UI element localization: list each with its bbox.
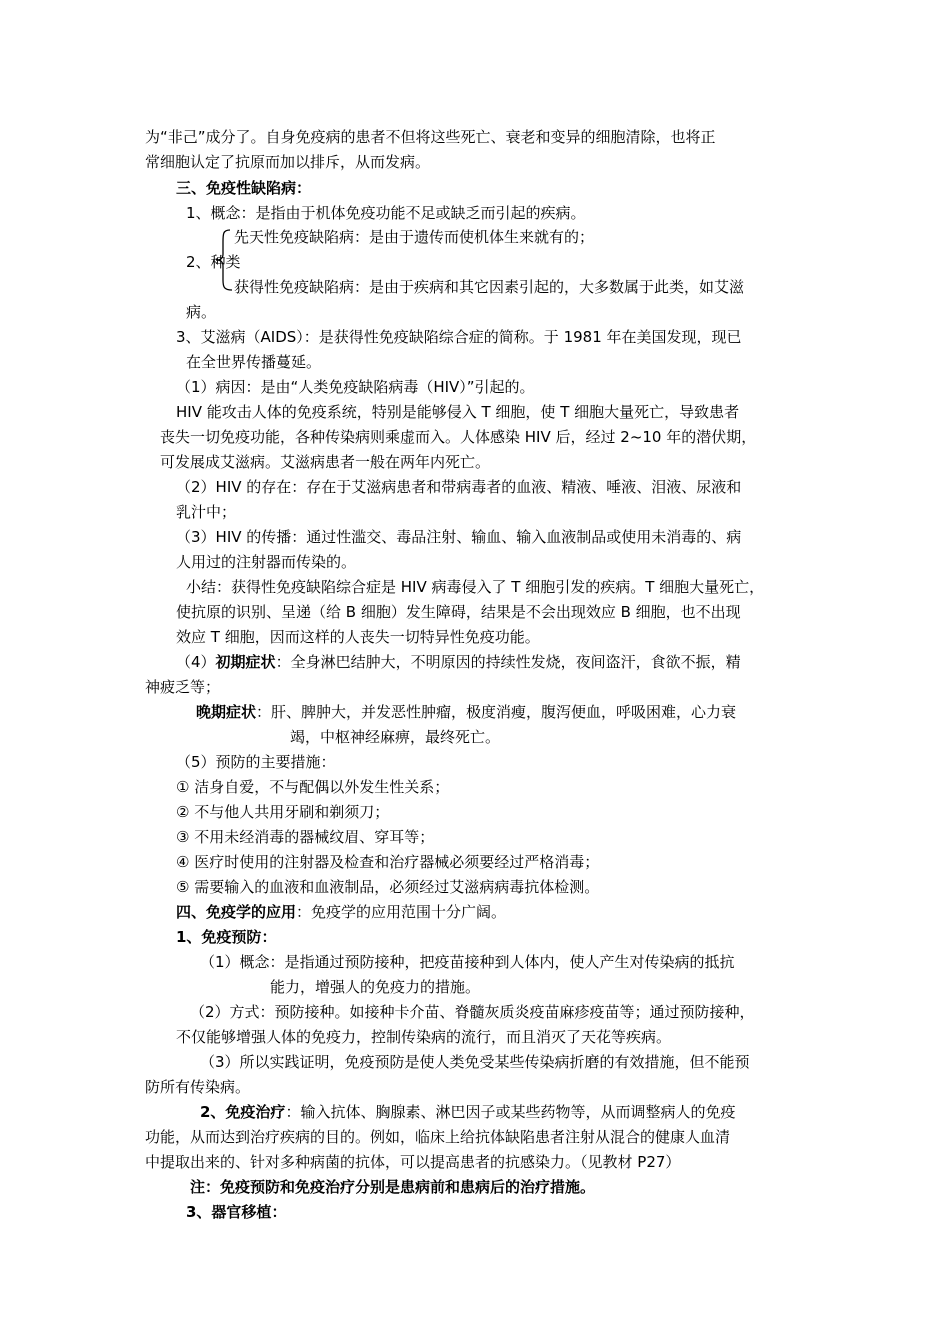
subsection-heading: 1、免疫预防：: [176, 928, 277, 946]
paragraph-line: 防所有传染病。: [145, 1078, 251, 1096]
paragraph-line: [196, 702, 736, 722]
bold-term: 初期症状: [215, 653, 276, 671]
paragraph-line: （1）病因：是由“人类免疫缺陷病毒（HIV）”引起的。: [176, 378, 535, 396]
paragraph-line: 1、概念：是指由于机体免疫功能不足或缺乏而引起的疾病。: [186, 204, 586, 222]
paragraph-line: 乳汁中；: [176, 503, 237, 521]
paragraph-line: （1）概念：是指通过预防接种，把疫苗接种到人体内，使人产生对传染病的抵抗: [200, 953, 735, 971]
paragraph-line: 中提取出来的、针对多种病菌的抗体，可以提高患者的抗感染力。（见教材 P27）: [145, 1153, 681, 1171]
paragraph-line: 效应 T 细胞，因而这样的人丧失一切特异性免疫功能。: [176, 628, 540, 646]
list-item: ① 洁身自爱，不与配偶以外发生性关系；: [176, 778, 450, 796]
paragraph-line: （5）预防的主要措施：: [176, 753, 336, 771]
list-item: ③ 不用未经消毒的器械纹眉、穿耳等；: [176, 828, 435, 846]
paragraph-line: 人用过的注射器而传染的。: [176, 553, 357, 571]
paragraph-line: 常细胞认定了抗原而加以排斥，从而发病。: [145, 153, 431, 171]
section-heading: 四、免疫学的应用: [176, 903, 297, 921]
item-text: ：肝、脾肿大，并发恶性肿瘤，极度消瘦，腹泻便血，呼吸困难，心力衰: [256, 703, 737, 721]
paragraph-line: 2、种类: [186, 253, 241, 271]
paragraph-line: 使抗原的识别、呈递（给 B 细胞）发生障碍，结果是不会出现效应 B 细胞，也不出现: [176, 603, 741, 621]
bold-term: 晚期症状: [196, 703, 257, 721]
section-heading: 三、免疫性缺陷病：: [176, 179, 312, 197]
item-number: （4）: [176, 653, 216, 671]
paragraph-line: [200, 1102, 735, 1122]
paragraph-line: HIV 能攻击人体的免疫系统，特别是能够侵入 T 细胞，使 T 细胞大量死亡，导致患者: [176, 403, 740, 421]
paragraph-line: 病。: [186, 303, 217, 321]
paragraph-line: 不仅能够增强人体的免疫力，控制传染病的流行，而且消灭了天花等疾病。: [176, 1028, 672, 1046]
paragraph-line: 功能，从而达到治疗疾病的目的。例如，临床上给抗体缺陷患者注射从混合的健康人血清: [145, 1128, 731, 1146]
list-item: ② 不与他人共用牙刷和剃须刀；: [176, 803, 390, 821]
paragraph-line: （2）HIV 的存在：存在于艾滋病患者和带病毒者的血液、精液、唾液、泪液、尿液和: [176, 478, 742, 496]
item-text: ：免疫学的应用范围十分广阔。: [296, 903, 507, 921]
paragraph-line: 能力，增强人的免疫力的措施。: [270, 978, 481, 996]
paragraph-line: 竭，中枢神经麻痹，最终死亡。: [290, 728, 501, 746]
paragraph-line: 丧失一切免疫功能，各种传染病则乘虚而入。人体感染 HIV 后，经过 2~10 年的潜伏期，: [160, 428, 757, 446]
paragraph-line: （3）所以实践证明，免疫预防是使人类免受某些传染病折磨的有效措施，但不能预: [200, 1053, 750, 1071]
section-heading-line: [176, 902, 506, 922]
paragraph-line: [176, 652, 741, 672]
paragraph-line: 为“非己”成分了。自身免疫病的患者不但将这些死亡、衰老和变异的细胞清除，也将正: [145, 128, 716, 146]
item-text: ：全身淋巴结肿大，不明原因的持续性发烧，夜间盗汗，食欲不振，精: [275, 653, 741, 671]
paragraph-line: 先天性免疫缺陷病：是由于遗传而使机体生来就有的；: [234, 228, 595, 246]
paragraph-line: 3、艾滋病（AIDS）：是获得性免疫缺陷综合症的简称。于 1981 年在美国发现，现已: [176, 328, 742, 346]
note-line: 注：免疫预防和免疫治疗分别是患病前和患病后的治疗措施。: [190, 1178, 596, 1196]
item-text: ：输入抗体、胸腺素、淋巴因子或某些药物等，从而调整病人的免疫: [285, 1103, 736, 1121]
paragraph-line: （2）方式：预防接种。如接种卡介苗、脊髓灰质炎疫苗麻疹疫苗等；通过预防接种，: [190, 1003, 755, 1021]
paragraph-line: 获得性免疫缺陷病：是由于疾病和其它因素引起的，大多数属于此类，如艾滋: [234, 278, 745, 296]
list-item: ⑤ 需要输入的血液和血液制品，必须经过艾滋病病毒抗体检测。: [176, 878, 600, 896]
paragraph-line: 在全世界传播蔓延。: [186, 353, 322, 371]
list-item: ④ 医疗时使用的注射器及检查和治疗器械必须要经过严格消毒；: [176, 853, 600, 871]
paragraph-line: 神疲乏等；: [145, 678, 221, 696]
paragraph-line: 小结：获得性免疫缺陷综合症是 HIV 病毒侵入了 T 细胞引发的疾病。T 细胞大量死亡，: [186, 578, 765, 596]
paragraph-line: （3）HIV 的传播：通过性滥交、毒品注射、输血、输入血液制品或使用未消毒的、病: [176, 528, 742, 546]
subsection-heading: 2、免疫治疗: [200, 1103, 286, 1121]
subsection-heading: 3、器官移植：: [186, 1203, 287, 1221]
paragraph-line: 可发展成艾滋病。艾滋病患者一般在两年内死亡。: [160, 453, 491, 471]
